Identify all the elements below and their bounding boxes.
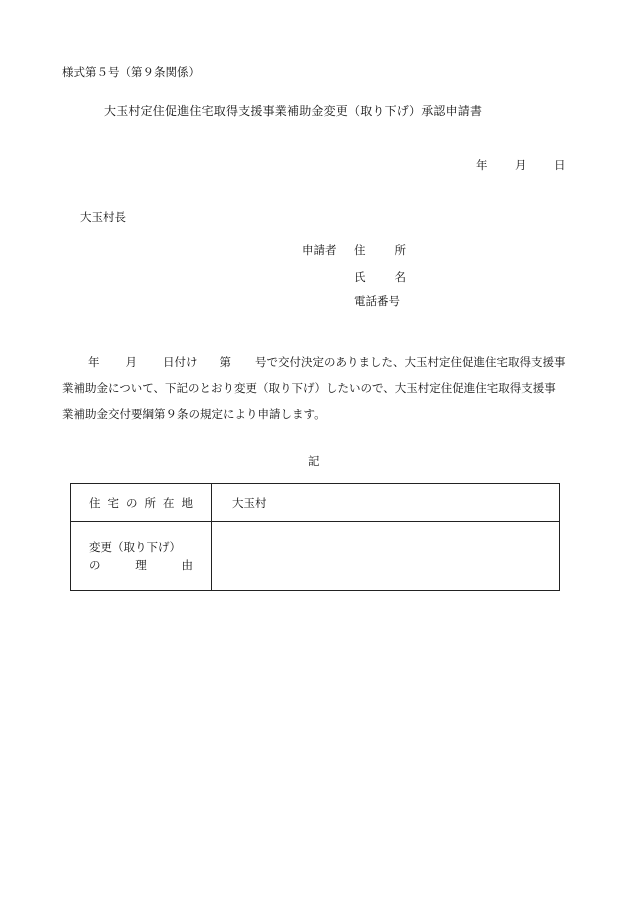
body-month: 月 — [125, 355, 137, 369]
body-line-1 — [62, 349, 582, 375]
body-no: 第 — [219, 355, 231, 369]
location-char: の — [126, 495, 138, 510]
reason-label-cell — [71, 522, 212, 591]
body-line-1-rest: 号で交付決定のありました、大玉村定住促進住宅取得支援事 — [255, 355, 566, 369]
addressee: 大玉村長 — [80, 210, 126, 224]
reason-label-line-2 — [89, 557, 193, 573]
form-number: 様式第５号（第９条関係） — [62, 65, 200, 79]
reason-label-line-1: 変更（取り下げ） — [89, 540, 181, 554]
location-char: 宅 — [107, 495, 119, 510]
applicant-name-label — [354, 269, 406, 285]
body-year: 年 — [88, 355, 100, 369]
detail-table — [70, 483, 560, 591]
location-label-cell — [71, 484, 212, 522]
table-row-location — [71, 484, 560, 522]
ki-heading: 記 — [308, 454, 320, 468]
location-char: 在 — [163, 495, 175, 510]
reason-value-cell[interactable] — [212, 522, 560, 591]
date-year-label: 年 — [476, 158, 488, 172]
date-month-label: 月 — [515, 158, 527, 172]
body-line-2: 業補助金について、下記のとおり変更（取り下げ）したいので、大玉村定住促進住宅取得支援事 — [62, 381, 556, 395]
location-value-cell[interactable]: 大玉村 — [212, 484, 560, 522]
applicant-label: 申請者 — [302, 243, 337, 257]
date-day-label: 日 — [554, 158, 566, 172]
name-char-1: 氏 — [354, 270, 366, 284]
address-char-1: 住 — [354, 243, 366, 257]
applicant-phone-label: 電話番号 — [354, 294, 400, 308]
reason-char: 由 — [181, 558, 193, 572]
address-char-2: 所 — [394, 243, 406, 257]
table-row-reason — [71, 522, 560, 591]
reason-char: 理 — [135, 558, 147, 572]
body-line-3: 業補助金交付要綱第９条の規定により申請します。 — [62, 407, 326, 421]
location-char: 所 — [144, 495, 156, 510]
name-char-2: 名 — [394, 270, 406, 284]
location-label — [89, 495, 193, 511]
body-paragraph — [62, 349, 582, 427]
applicant-address-label — [354, 242, 406, 258]
document-title: 大玉村定住促進住宅取得支援事業補助金変更（取り下げ）承認申請書 — [104, 104, 483, 118]
body-day: 日付け — [163, 355, 198, 369]
reason-char: の — [89, 558, 101, 572]
location-char: 地 — [181, 495, 193, 510]
location-char: 住 — [89, 495, 101, 510]
